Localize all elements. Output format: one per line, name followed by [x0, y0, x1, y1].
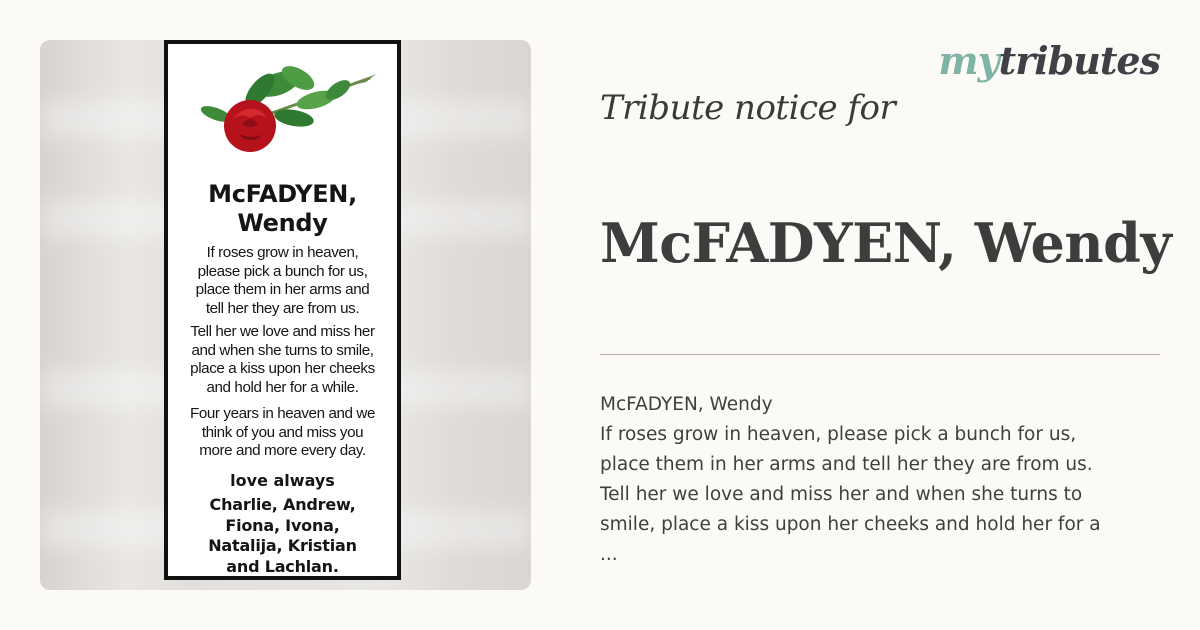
excerpt-line: If roses grow in heaven, please pick a bunch for us,: [600, 424, 1077, 445]
mytributes-logo[interactable]: [938, 38, 1160, 83]
notice-verse: Tell her we love and miss her and when she turns to smile, place a kiss upon her cheeks and hold her for a while.: [190, 323, 375, 396]
notice-family-names: Charlie, Andrew, Fiona, Ivona, Natalija, Kristian and Lachlan.: [208, 495, 357, 576]
excerpt-line: McFADYEN, Wendy: [600, 394, 773, 415]
notice-verse: If roses grow in heaven, please pick a bunch for us, place them in her arms and tell her they are from us.: [195, 244, 370, 317]
page-subtitle: Tribute notice for: [600, 88, 896, 128]
logo-prefix: my: [938, 38, 999, 83]
notice-excerpt: [600, 390, 1160, 570]
excerpt-line: smile, place a kiss upon her cheeks and hold her for a: [600, 514, 1101, 535]
excerpt-ellipsis: ...: [600, 544, 618, 565]
logo-suffix: tributes: [998, 38, 1160, 83]
divider: [600, 354, 1160, 355]
red-rose-icon: [198, 56, 378, 156]
excerpt-line: Tell her we love and miss her and when she turns to: [600, 484, 1083, 505]
excerpt-line: place them in her arms and tell her they are from us.: [600, 454, 1093, 475]
page-title: McFADYEN, Wendy: [600, 211, 1172, 275]
notice-sign-off: love always: [230, 471, 335, 490]
notice-image-panel: [40, 40, 531, 590]
notice-verse: Four years in heaven and we think of you and miss you more and more every day.: [189, 405, 376, 459]
newspaper-notice: [164, 40, 401, 580]
notice-name: McFADYEN, Wendy: [208, 180, 357, 237]
